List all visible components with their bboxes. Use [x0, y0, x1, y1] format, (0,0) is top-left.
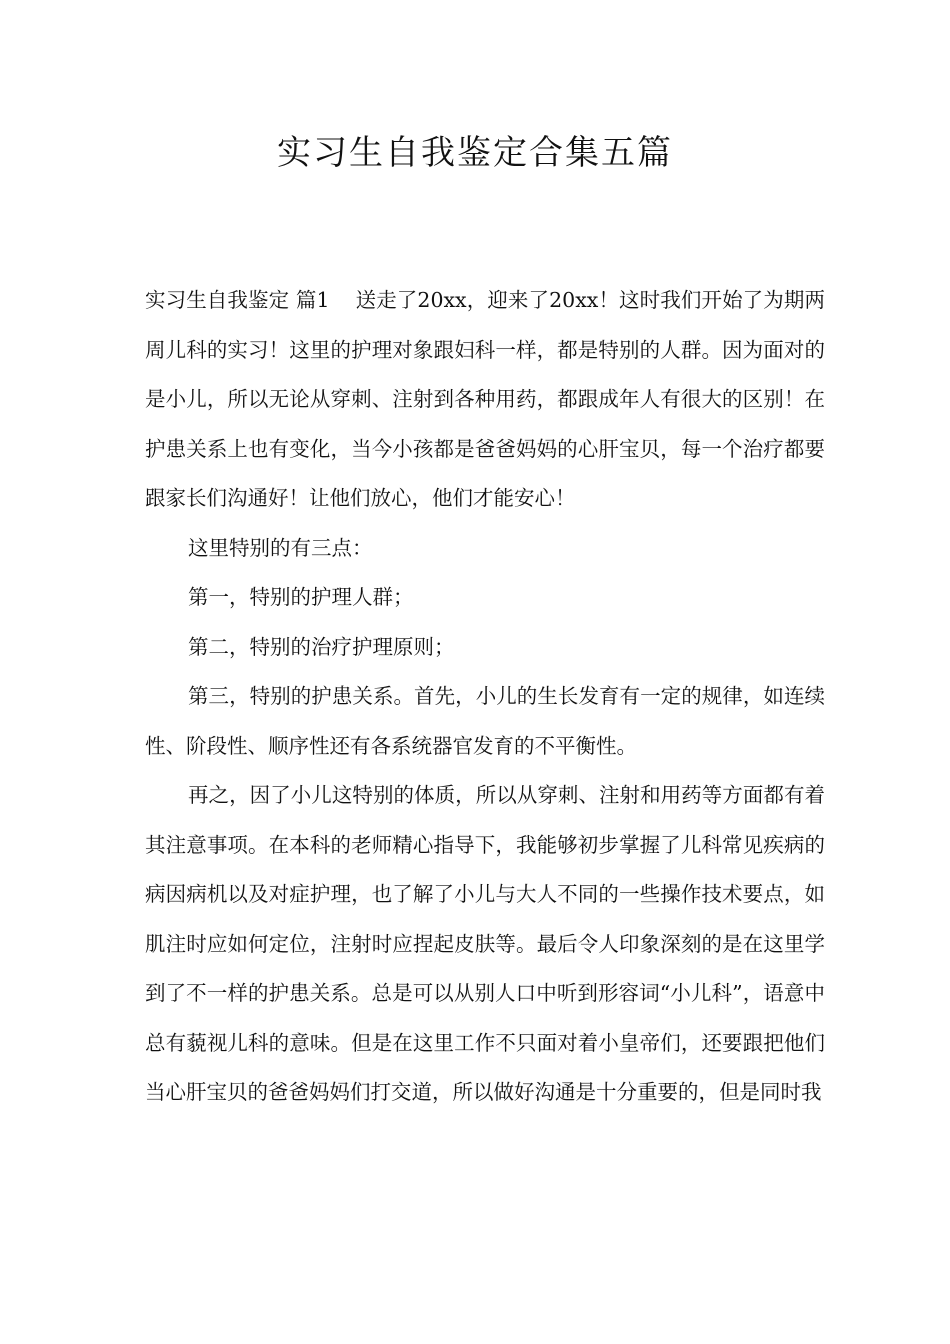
paragraph-4: 第二，特别的治疗护理原则； [188, 634, 455, 659]
document-title: 实习生自我鉴定合集五篇 [277, 133, 673, 173]
section-heading: 实习生自我鉴定 篇1 [145, 288, 330, 312]
document-body [145, 276, 825, 1118]
paragraph-1 [145, 276, 825, 524]
paragraph-1-text: 送走了20xx，迎来了20xx！这时我们开始了为期两周儿科的实习！这里的护理对象跟妇科一样，都是特别的人群。因为面对的是小儿，所以无论从穿刺、注射到各种用药，都跟成年人有很大的区别！在护患关系上也有变化，当今小孩都是爸爸妈妈的心肝宝贝，每一个治疗都要跟家长们沟通好！让他们放心，他们才能安心！ [145, 288, 825, 510]
paragraph-6: 再之，因了小儿这特别的体质，所以从穿刺、注射和用药等方面都有着其注意事项。在本科的老师精心指导下，我能够初步掌握了儿科常见疾病的病因病机以及对症护理，也了解了小儿与大人不同的一些操作技术要点，如肌注时应如何定位，注射时应捏起皮肤等。最后令人印象深刻的是在这里学到了不一样的护患关系。总是可以从别人口中听到形容词“小儿科”，语意中总有藐视儿科的意味。但是在这里工作不只面对着小皇帝们，还要跟把他们当心肝宝贝的爸爸妈妈们打交道，所以做好沟通是十分重要的，但是同时我 [145, 783, 825, 1104]
paragraph-2: 这里特别的有三点： [188, 535, 373, 560]
paragraph-3: 第一，特别的护理人群； [188, 585, 414, 609]
paragraph-5: 第三，特别的护患关系。首先，小儿的生长发育有一定的规律，如连续性、阶段性、顺序性还有各系统器官发育的不平衡性。 [145, 684, 825, 758]
